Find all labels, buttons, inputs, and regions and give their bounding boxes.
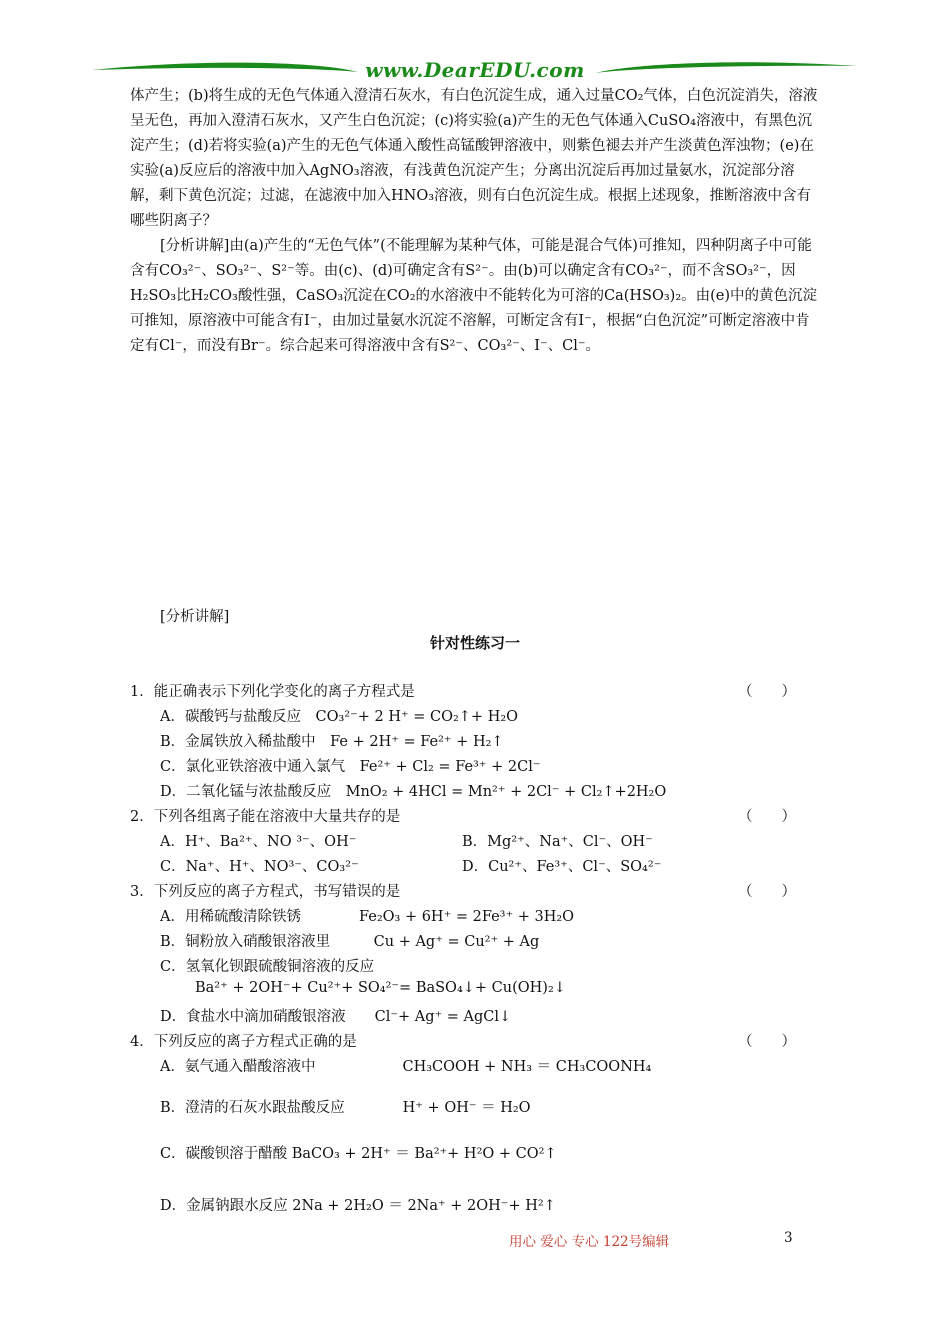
question-4-option-b: B．澄清的石灰水跟盐酸反应 H⁺ + OH⁻ ＝ H₂O <box>160 1100 531 1116</box>
question-4-answer-blank: （ ） <box>738 1034 796 1050</box>
question-4-stem: 4．下列反应的离子方程式正确的是 <box>130 1034 357 1050</box>
section-title: 针对性练习一 <box>429 634 520 652</box>
analysis-paragraph: [分析讲解]由(a)产生的“无色气体”(不能理解为某种气体，可能是混合气体)可推知，四种阴离子中可能含有CO₃²⁻、SO₃²⁻、S²⁻等。由(c)、(d)可确定含有S²⁻。由(b)可以确定含有CO₃²⁻，而不含SO₃²⁻，因H₂SO₃比H₂CO₃酸性强，CaSO₃沉淀在CO₂的水溶液中不能转化为可溶的Ca(HSO₃)₂。由(e)中的黄色沉淀可推知，原溶液中可能含有I⁻，由加过量氨水沉淀不溶解，可断定含有I⁻，根据“白色沉淀”可断定溶液中肯定有Cl⁻，而没有Br⁻。综合起来可得溶液中含有S²⁻、CO₃²⁻、I⁻、Cl⁻。 <box>130 238 818 354</box>
question-2-option-b: B．Mg²⁺、Na⁺、Cl⁻、OH⁻ <box>462 834 653 850</box>
question-3-option-c: C．氢氧化钡跟硫酸铜溶液的反应 <box>160 959 375 975</box>
question-3-stem: 3．下列反应的离子方程式，书写错误的是 <box>130 884 401 900</box>
question-2-answer-blank: （ ） <box>738 809 796 825</box>
question-1-option-a: A．碳酸钙与盐酸反应 CO₃²⁻+ 2 H⁺ = CO₂↑+ H₂O <box>160 709 519 725</box>
question-3-option-a: A．用稀硫酸清除铁锈 Fe₂O₃ + 6H⁺ = 2Fe³⁺ + 3H₂O <box>160 909 575 925</box>
question-2-option-a: A．H⁺、Ba²⁺、NO ³⁻、OH⁻ <box>160 834 357 850</box>
question-4-option-c: C．碳酸钡溶于醋酸 BaCO₃ + 2H⁺ ＝ Ba²⁺+ H²O + CO²↑ <box>160 1146 557 1162</box>
question-3-answer-blank: （ ） <box>738 884 796 900</box>
footer-motto: 用心 爱心 专心 122号编辑 <box>509 1234 670 1250</box>
question-2-option-d: D．Cu²⁺、Fe³⁺、Cl⁻、SO₄²⁻ <box>462 859 662 875</box>
question-2-option-c: C．Na⁺、H⁺、NO³⁻、CO₃²⁻ <box>160 859 359 875</box>
page-number: 3 <box>784 1230 793 1246</box>
question-3-option-c-equation: Ba²⁺ + 2OH⁻+ Cu²⁺+ SO₄²⁻= BaSO₄↓+ Cu(OH)₂↓ <box>195 980 566 996</box>
question-1-option-d: D．二氧化锰与浓盐酸反应 MnO₂ + 4HCl = Mn²⁺ + 2Cl⁻ + Cl₂↑+2H₂O <box>160 784 667 800</box>
question-4-option-a: A．氨气通入醋酸溶液中 CH₃COOH + NH₃ ＝ CH₃COONH₄ <box>160 1059 652 1075</box>
question-1-option-b: B．金属铁放入稀盐酸中 Fe + 2H⁺ = Fe²⁺ + H₂↑ <box>160 734 504 750</box>
question-3-option-d: D．食盐水中滴加硝酸银溶液 Cl⁻+ Ag⁺ = AgCl↓ <box>160 1009 512 1025</box>
intro-paragraph: 体产生；(b)将生成的无色气体通入澄清石灰水，有白色沉淀生成，通入过量CO₂气体，白色沉淀消失，溶液呈无色，再加入澄清石灰水，又产生白色沉淀；(c)将实验(a)产生的无色气体通入CuSO₄溶液中，有黑色沉淀产生；(d)若将实验(a)产生的无色气体通入酸性高锰酸钾溶液中，则紫色褪去并产生淡黄色浑浊物；(e)在实验(a)反应后的溶液中加入AgNO₃溶液，有浅黄色沉淀产生；分离出沉淀后再加过量氨水，沉淀部分溶解，剩下黄色沉淀；过滤，在滤液中加入HNO₃溶液，则有白色沉淀生成。根据上述现象，推断溶液中含有哪些阴离子？ <box>130 88 818 229</box>
site-header <box>90 56 860 84</box>
site-logo-text[interactable]: www.DearEDU.com <box>365 58 585 82</box>
question-3-option-b: B．铜粉放入硝酸银溶液里 Cu + Ag⁺ = Cu²⁺ + Ag <box>160 934 540 950</box>
question-4-option-d: D．金属钠跟水反应 2Na + 2H₂O ＝ 2Na⁺ + 2OH⁻+ H²↑ <box>160 1198 556 1214</box>
question-2-stem: 2．下列各组离子能在溶液中大量共存的是 <box>130 809 401 825</box>
analysis-label: [分析讲解] <box>160 609 230 625</box>
question-1-stem: 1．能正确表示下列化学变化的离子方程式是 <box>130 684 415 700</box>
question-1-option-c: C．氯化亚铁溶液中通入氯气 Fe²⁺ + Cl₂ = Fe³⁺ + 2Cl⁻ <box>160 759 541 775</box>
question-1-answer-blank: （ ） <box>738 684 796 700</box>
